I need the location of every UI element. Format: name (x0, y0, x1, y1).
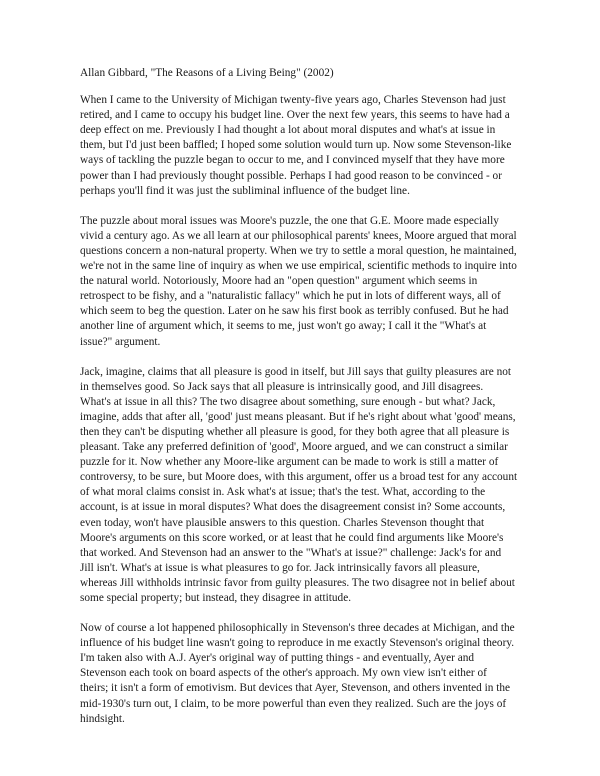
text-line: hindsight. (80, 712, 125, 725)
text-line: What's at issue in all this? The two disagree about something, sure enough - but what? Jack, (80, 395, 496, 408)
text-line: theirs; it isn't a form of emotivism. But devices that Ayer, Stevenson, and others invented in the (80, 682, 511, 695)
paragraph-1 (80, 93, 520, 199)
document-body (80, 66, 520, 742)
text-line: retrospect to be fishy, and a "naturalistic fallacy" which he put in lots of different ways, all of (80, 290, 501, 303)
text-line: influence of his budget line wasn't going to reproduce in me exactly Stevenson's original theory. (80, 637, 515, 650)
text-line: controversy, to be sure, but Moore does, with this argument, offer us a broad test for any account (80, 471, 518, 484)
text-line: imagine, adds that after all, 'good' just means pleasant. But if he's right about what 'good' means, (80, 410, 516, 423)
text-line: retired, and I came to occupy his budget line. Over the next few years, this seems to have had a (80, 109, 510, 122)
text-line: that worked. And Stevenson had an answer to the "What's at issue?" challenge: Jack's for and (80, 546, 502, 559)
text-line: even today, won't have plausible answers to this question. Charles Stevenson thought that (80, 516, 485, 529)
text-line: then they can't be disputing whether all pleasure is good, for they both agree that all pleasure is (80, 425, 510, 438)
text-line: vivid a century ago. As we all learn at our philosophical parents' knees, Moore argued that moral (80, 229, 517, 242)
text-line: deep effect on me. Previously I had thought a lot about moral disputes and what's at issue in (80, 124, 496, 137)
text-line: we're not in the same line of inquiry as when we use empirical, scientific methods to inquire into (80, 260, 517, 273)
text-line: mid-1930's turn out, I claim, to be more powerful than even they realized. Such are the joys of (80, 697, 507, 710)
text-line: account, is at issue in moral disputes? What does the disagreement consist in? Some accounts, (80, 501, 506, 514)
text-line: I'm taken also with A.J. Ayer's original way of putting things - and eventually, Ayer and (80, 652, 475, 665)
text-line: another line of argument which, it seems to me, just won't go away; I call it the "What's at (80, 320, 487, 333)
document-title: Allan Gibbard, "The Reasons of a Living Being" (2002) (80, 67, 334, 79)
text-line: Jill isn't. What's at issue is what pleasures to go for. Jack intrinsically favors all pleasure, (80, 561, 480, 574)
text-line: which seem to beg the question. Later on he saw his first book as terribly confused. But he had (80, 305, 509, 318)
text-line: the natural world. Notoriously, Moore had an "open question" argument which seems in (80, 275, 478, 288)
text-line: Jack, imagine, claims that all pleasure is good in itself, but Jill says that guilty pleasures are not (80, 365, 512, 378)
text-line: When I came to the University of Michigan twenty-five years ago, Charles Stevenson had just (80, 94, 506, 107)
text-line: perhaps you'll find it was just the subliminal influence of the budget line. (80, 184, 410, 197)
paragraph-4 (80, 621, 520, 727)
paragraph-2 (80, 214, 520, 350)
text-line: of what moral claims consist in. Ask what's at issue; that's the test. What, according to the (80, 486, 486, 499)
text-line: them, but I'd just been baffled; I hoped some solution would turn up. Now some Stevenson-like (80, 139, 512, 152)
text-line: questions concern a non-natural property. When we try to settle a moral question, he maintained, (80, 244, 517, 257)
text-line: whereas Jill withholds intrinsic favor from guilty pleasures. The two disagree not in belief about (80, 576, 515, 589)
text-line: pleasant. Take any preferred definition of 'good', Moore argued, and we can construct a similar (80, 441, 508, 454)
text-line: issue?" argument. (80, 335, 161, 348)
text-line: Now of course a lot happened philosophically in Stevenson's three decades at Michigan, and the (80, 622, 515, 635)
text-line: Stevenson each took on board aspects of the other's approach. My own view isn't either of (80, 667, 487, 680)
text-line: in themselves good. So Jack says that all pleasure is intrinsically good, and Jill disagrees. (80, 380, 484, 393)
text-line: puzzle for it. Now whether any Moore-like argument can be made to work is still a matter of (80, 456, 499, 469)
text-line: The puzzle about moral issues was Moore's puzzle, the one that G.E. Moore made especially (80, 214, 499, 227)
text-line: some special property; but instead, they disagree in attitude. (80, 592, 352, 604)
text-line: ways of tackling the puzzle began to occur to me, and I convinced myself that they have more (80, 154, 505, 167)
text-line: power than I had previously thought possible. Perhaps I had good reason to be convinced - or (80, 169, 502, 182)
paragraph-3 (80, 365, 520, 607)
text-line: Moore's arguments on this score worked, or at least that he could find arguments like Moore's (80, 531, 504, 544)
